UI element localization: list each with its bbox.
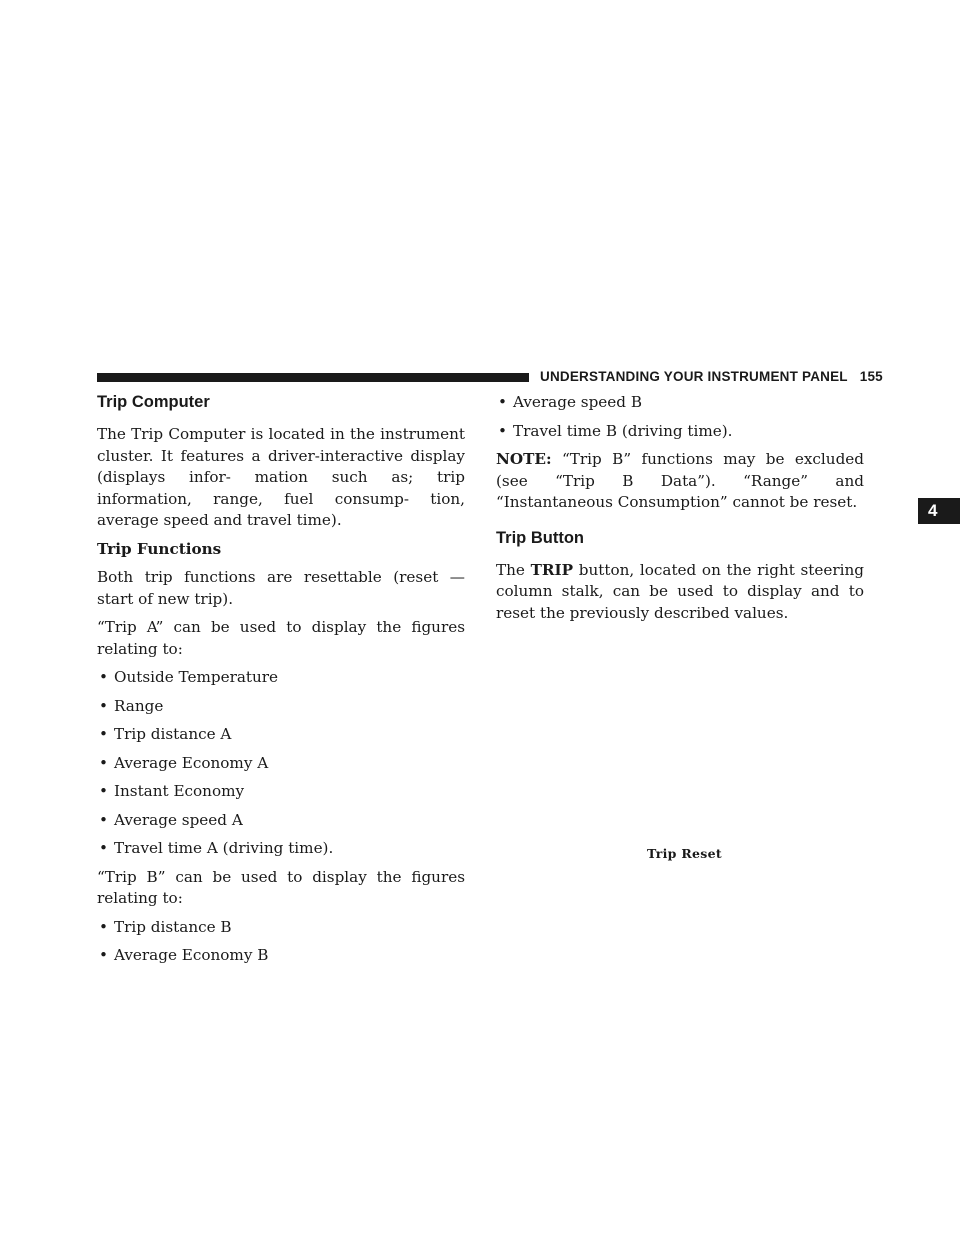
header-rule bbox=[97, 373, 529, 382]
note-text: “Trip B” functions may be excluded (see “Trip B Data”). “Range” and “Instantaneous Consumption” cannot be reset. bbox=[496, 450, 865, 511]
subheading-trip-functions: Trip Functions bbox=[97, 539, 222, 558]
list-item: • Travel time B (driving time). bbox=[496, 421, 864, 443]
trip-b-list-left bbox=[97, 917, 465, 967]
list-item: • Average speed A bbox=[97, 810, 465, 832]
trip-b-intro: “Trip B” can be used to display the figures relating to: bbox=[97, 867, 465, 907]
list-item: • Range bbox=[97, 696, 465, 718]
heading-trip-button: Trip Button bbox=[496, 528, 584, 547]
list-item: • Travel time A (driving time). bbox=[97, 838, 465, 860]
section-title: UNDERSTANDING YOUR INSTRUMENT PANEL bbox=[540, 369, 848, 384]
trip-button-name: TRIP bbox=[530, 560, 574, 579]
note-label: NOTE: bbox=[496, 450, 552, 468]
resettable-paragraph: Both trip functions are resettable (reset — start of new trip). bbox=[97, 568, 465, 608]
running-header bbox=[540, 369, 883, 384]
right-column bbox=[496, 392, 864, 631]
text-fragment: The bbox=[496, 560, 525, 579]
list-item: • Outside Temperature bbox=[97, 667, 465, 689]
list-item: • Average speed B bbox=[496, 392, 864, 414]
heading-trip-computer: Trip Computer bbox=[97, 393, 210, 411]
list-item: • Instant Economy bbox=[97, 781, 465, 803]
page-number: 155 bbox=[859, 369, 883, 384]
left-column bbox=[97, 392, 465, 974]
figure-caption: Trip Reset bbox=[647, 846, 722, 861]
list-item: • Average Economy A bbox=[97, 753, 465, 775]
intro-paragraph: The Trip Computer is located in the instrument cluster. It features a driver-interactive display (displays infor- mation such as; trip information, range, fuel consump- tion, average speed and travel time). bbox=[97, 425, 465, 529]
list-item: • Trip distance A bbox=[97, 724, 465, 746]
note-paragraph bbox=[496, 449, 864, 514]
trip-a-intro: “Trip A” can be used to display the figures relating to: bbox=[97, 618, 465, 658]
list-item: • Average Economy B bbox=[97, 945, 465, 967]
trip-button-paragraph bbox=[496, 560, 864, 625]
text-fragment: button, located on the right steering column stalk, can be used to display and to reset the previously described values. bbox=[496, 560, 864, 622]
trip-a-list bbox=[97, 667, 465, 860]
chapter-tab: 4 bbox=[918, 498, 960, 524]
trip-b-list-right bbox=[496, 392, 864, 442]
list-item: • Trip distance B bbox=[97, 917, 465, 939]
